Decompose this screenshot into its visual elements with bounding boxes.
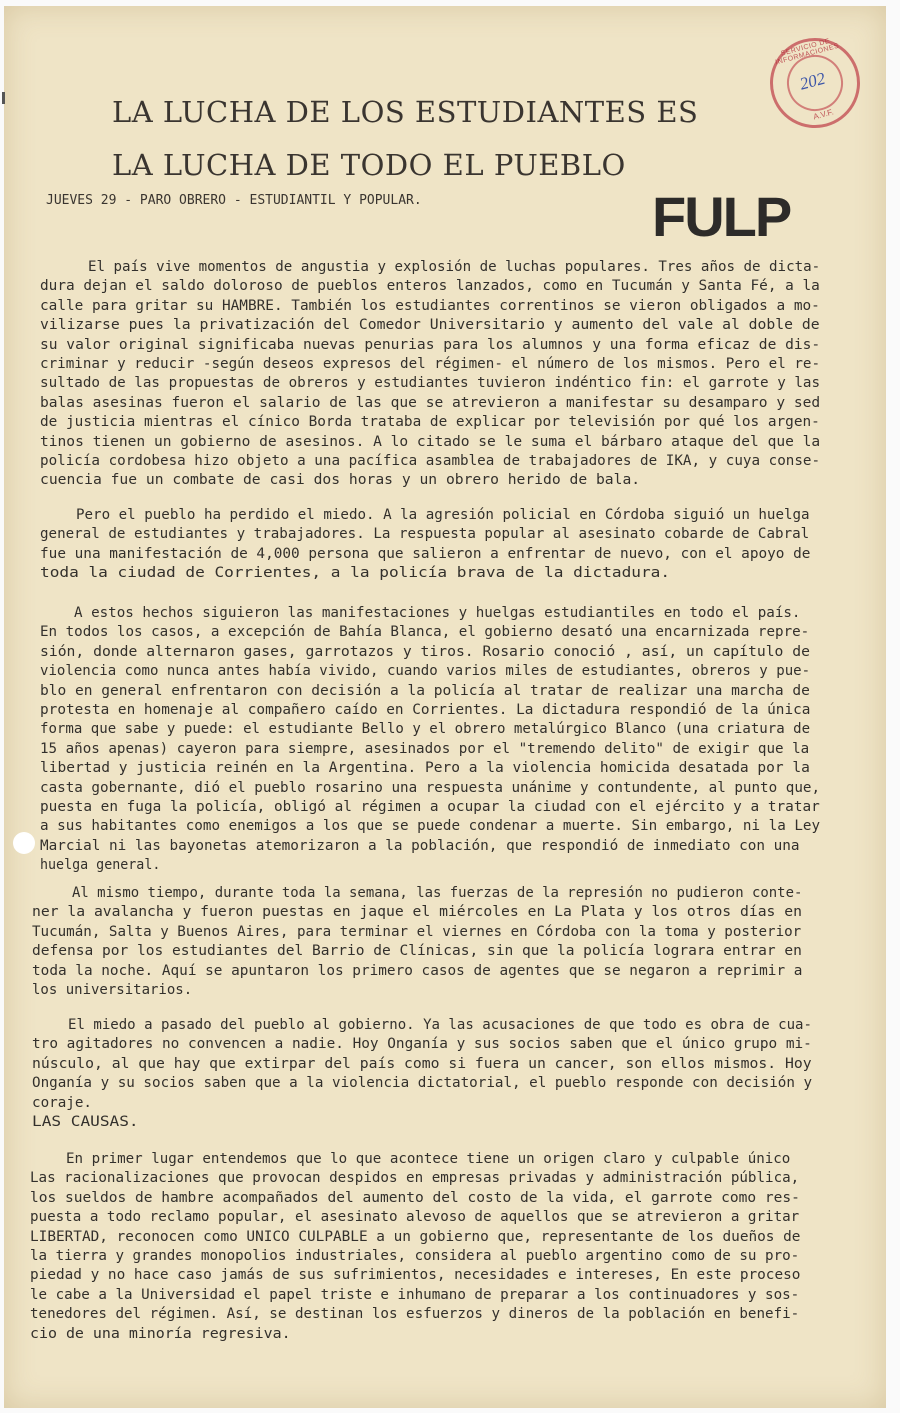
paragraph-6-line: la tierra y grandes monopolios industriales, considera al pueblo argentino como de su pro- bbox=[30, 1248, 800, 1264]
paragraph-5-line: núsculo, al que hay que extirpar del país como si fuera un cancer, son ellos mismos. Hoy bbox=[32, 1056, 812, 1072]
stamp-number: 202 bbox=[797, 68, 828, 94]
paragraph-5-line: Onganía y su socios saben que a la violencia dictatorial, el pueblo responde con decisión y bbox=[32, 1075, 813, 1091]
paragraph-4-line: Tucumán, Salta y Buenos Aires, para terminar el viernes en Córdoba con la toma y posterior bbox=[32, 924, 802, 940]
paragraph-6-line: tenedores del régimen. Así, se destinan los esfuerzos y dineros de la población en benefi- bbox=[30, 1306, 800, 1322]
paragraph-3-line: casta gobernante, dió el pueblo rosarino una respuesta unánime y contundente, al punto que, bbox=[40, 780, 821, 796]
paragraph-3-line: sión, donde alternaron gases, garrotazos y tiros. Rosario conoció , así, un capítulo de bbox=[40, 644, 810, 660]
paragraph-6-line: le cabe a la Universidad el papel triste e inhumano de preparar a los continuadores y sos- bbox=[30, 1287, 800, 1303]
paragraph-5-line: LAS CAUSAS. bbox=[32, 1114, 139, 1130]
paragraph-5-line: tro agitadores no convencen a nadie. Hoy Onganía y sus socios saben que el único grupo mi- bbox=[32, 1036, 812, 1052]
paragraph-4-line: defensa por los estudiantes del Barrio de Clínicas, sin que la policía lograra entrar en bbox=[32, 943, 802, 959]
paragraph-6-line: En primer lugar entendemos que lo que acontece tiene un origen claro y culpable único bbox=[66, 1151, 791, 1167]
paragraph-6-line: puesta a todo reclamo popular, el asesinato alevoso de aquellos que se atrevieron a gritar bbox=[30, 1209, 800, 1225]
paragraph-4-line: Al mismo tiempo, durante toda la semana, las fuerzas de la represión no pudieron conte- bbox=[72, 885, 803, 901]
stamp-top-text: SERVICIO DE INFORMACIONES bbox=[774, 37, 840, 67]
paragraph-3-line: A estos hechos siguieron las manifestaciones y huelgas estudiantiles en todo el país. bbox=[74, 605, 801, 621]
paragraph-1-line: balas asesinas fueron el salario de las que se atrevieron a manifestar su desamparo y sed bbox=[40, 395, 821, 411]
paragraph-1-line: de justicia mientras el cínico Borda trataba de explicar por televisión por qué los argen- bbox=[40, 414, 820, 430]
document-subtitle: JUEVES 29 - PARO OBRERO - ESTUDIANTIL Y POPULAR. bbox=[46, 193, 422, 208]
paragraph-5-line: coraje. bbox=[32, 1095, 93, 1111]
paragraph-3-line: protesta en homenaje al compañero caído en Corrientes. La dictadura respondió de la única bbox=[40, 702, 811, 718]
paragraph-3-line: forma que sabe y puede: el estudiante Bello y el obrero metalúrgico Blanco (una criatura de bbox=[40, 721, 811, 737]
paragraph-3-line: a sus habitantes como enemigos a los que se puede condenar a muerte. Sin embargo, ni la Ley bbox=[40, 818, 821, 834]
paragraph-1-line: vilizarse pues la privatización del Comedor Universitario y aumento del vale al doble de bbox=[40, 317, 820, 333]
document-title-line-1: LA LUCHA DE LOS ESTUDIANTES ES bbox=[112, 95, 699, 129]
paragraph-2-line: toda la ciudad de Corrientes, a la policía brava de la dictadura. bbox=[40, 565, 671, 581]
paragraph-3-line: violencia como nunca antes había vivido, cuando varios miles de estudiantes, obreros y pue- bbox=[40, 663, 811, 679]
paragraph-3-line: huelga general. bbox=[40, 857, 161, 873]
paragraph-1-line: calle para gritar su HAMBRE. También los estudiantes correntinos se vieron obligados a mo- bbox=[40, 298, 820, 314]
paragraph-4-line: toda la noche. Aquí se apuntaron los primero casos de agentes que se negaron a reprimir a bbox=[32, 963, 803, 979]
paragraph-3-line: 15 años apenas) cayeron para siempre, asesinados por el "tremendo delito" de exigir que la bbox=[40, 741, 810, 757]
paragraph-2-line: Pero el pueblo ha perdido el miedo. A la agresión policial en Córdoba siguió un huelga bbox=[76, 507, 810, 523]
fulp-logo: FULP bbox=[652, 185, 791, 248]
paragraph-4-line: ner la avalancha y fueron puestas en jaque el miércoles en La Plata y los otros días en bbox=[32, 904, 802, 920]
punch-hole bbox=[13, 832, 35, 854]
paragraph-2-line: general de estudiantes y trabajadores. La respuesta popular al asesinato cobarde de Cabral bbox=[40, 526, 810, 542]
paragraph-1-line: dura dejan el saldo doloroso de pueblos enteros lanzados, como en Tucumán y Santa Fé, a la bbox=[40, 278, 820, 294]
paragraph-1-line: policía cordobesa hizo objeto a una pacífica asamblea de trabajadores de IKA, y cuya conse- bbox=[40, 453, 821, 469]
paragraph-2-line: fue una manifestación de 4,000 persona que salieron a enfrentar de nuevo, con el apoyo de bbox=[40, 546, 811, 562]
paragraph-6-line: LIBERTAD, reconocen como UNICO CULPABLE a un gobierno que, representante de los dueños de bbox=[30, 1229, 801, 1245]
paragraph-1-line: cuencia fue un combate de casi dos horas y un obrero herido de bala. bbox=[40, 472, 641, 488]
paragraph-1-line: El país vive momentos de angustia y explosión de luchas populares. Tres años de dicta- bbox=[88, 259, 821, 275]
paragraph-5-line: El miedo a pasado del pueblo al gobierno. Ya las acusaciones de que todo es obra de cua- bbox=[68, 1017, 812, 1033]
paragraph-3-line: libertad y justicia reinén en la Argentina. Pero a la violencia homicida desatada por la bbox=[40, 760, 810, 776]
edge-mark bbox=[2, 92, 5, 104]
paragraph-3-line: blo en general enfrentaron con decisión a la policía al tratar de realizar una marcha de bbox=[40, 683, 810, 699]
paragraph-3-line: Marcial ni las bayonetas atemorizaron a la población, que respondió de inmediato con una bbox=[40, 838, 800, 854]
paragraph-3-line: En todos los casos, a excepción de Bahía Blanca, el gobierno desató una encarnizada repre- bbox=[40, 624, 810, 640]
paragraph-1-line: criminar y reducir -según deseos expresos del régimen- el número de los mismos. Pero el re- bbox=[40, 356, 821, 372]
paragraph-1-line: tinos tienen un gobierno de asesinos. A lo citado se le suma el bárbaro ataque del que la bbox=[40, 434, 821, 450]
paragraph-6-line: cio de una minoría regresiva. bbox=[30, 1326, 291, 1342]
paragraph-1-line: su valor original significaba nuevas penurias para los alumnos y una forma eficaz de dis- bbox=[40, 337, 821, 353]
stamp-bottom-text: A.V.F. bbox=[812, 107, 835, 122]
paragraph-4-line: los universitarios. bbox=[32, 982, 193, 998]
paragraph-6-line: Las racionalizaciones que provocan despidos en empresas privadas y administración pública, bbox=[30, 1170, 800, 1186]
paragraph-6-line: los sueldos de hambre acompañados del aumento del costo de la vida, el garrote como res- bbox=[30, 1190, 800, 1206]
paragraph-6-line: piedad y no hace caso jamás de sus sufrimientos, necesidades e intereses, En este proceso bbox=[30, 1267, 801, 1283]
paragraph-1-line: sultado de las propuestas de obreros y estudiantes tuvieron indéntico fin: el garrote y las bbox=[40, 375, 821, 391]
document-title-line-2: LA LUCHA DE TODO EL PUEBLO bbox=[112, 148, 626, 182]
paragraph-3-line: puesta en fuga la policía, obligó al régimen a ocupar la ciudad con el ejército y a tratar bbox=[40, 799, 820, 815]
